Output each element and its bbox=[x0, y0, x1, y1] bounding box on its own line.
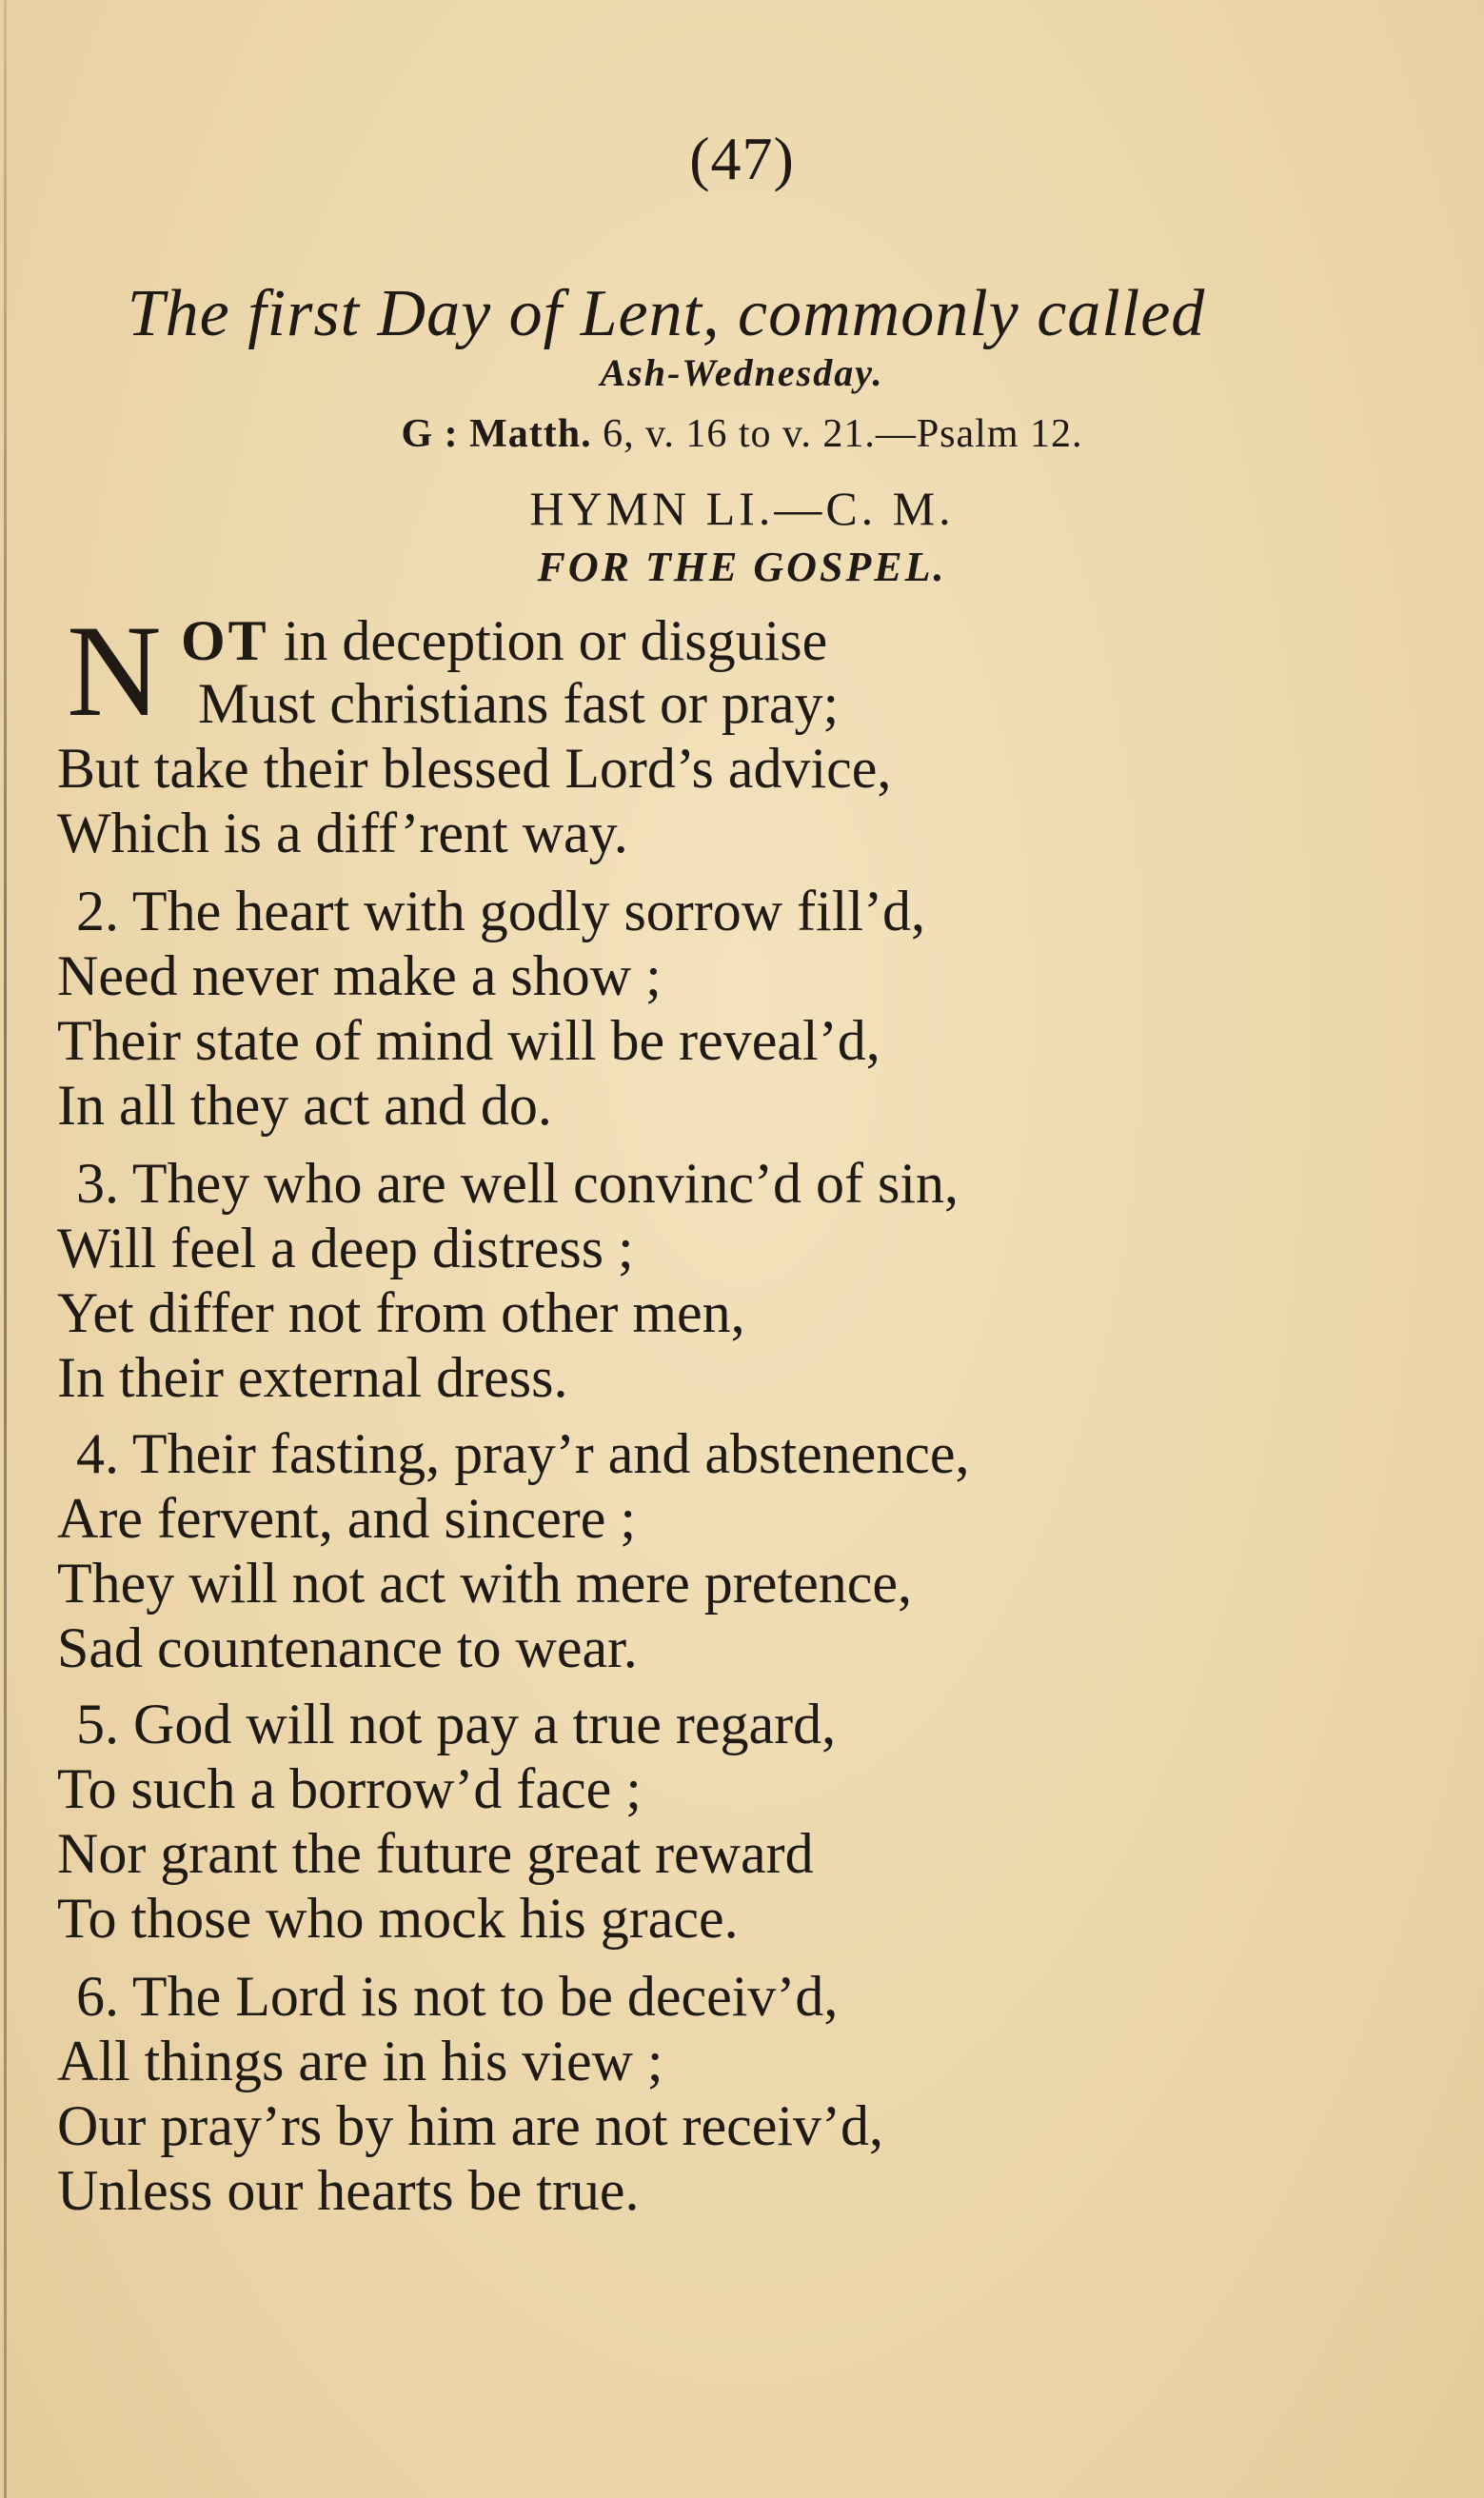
verse-line: Nor grant the future great reward bbox=[57, 1822, 814, 1885]
verse-line: Which is a diff’rent way. bbox=[57, 802, 628, 864]
verse-line: But take their blessed Lord’s advice, bbox=[57, 737, 892, 800]
verse-line: 5. God will not pay a true regard, bbox=[76, 1693, 837, 1755]
verse-line: Sad countenance to wear. bbox=[57, 1616, 638, 1679]
verse-line: 2. The heart with godly sorrow fill’d, bbox=[76, 880, 926, 942]
verse-lead-word: OT bbox=[181, 609, 269, 672]
reference-book: Matth. bbox=[469, 412, 592, 456]
verse-line-rest: in deception or disguise bbox=[268, 609, 828, 672]
verse-line: 3. They who are well convinc’d of sin, bbox=[76, 1152, 959, 1215]
reference-letter: G : bbox=[401, 412, 459, 456]
verse-line: In all they act and do. bbox=[57, 1074, 552, 1137]
verse-line: Our pray’rs by him are not receiv’d, bbox=[57, 2094, 884, 2157]
drop-cap: N bbox=[67, 598, 162, 743]
reference-passage: 6, v. 16 to v. 21.—Psalm 12. bbox=[603, 412, 1083, 456]
verse-line: All things are in his view ; bbox=[57, 2030, 663, 2092]
verse-line: Unless our hearts be true. bbox=[57, 2159, 640, 2222]
hymn-subtitle: FOR THE GOSPEL. bbox=[537, 544, 947, 590]
verse-line: To those who mock his grace. bbox=[57, 1887, 739, 1950]
verse-line: Yet differ not from other men, bbox=[57, 1281, 745, 1344]
verse-line: In their external dress. bbox=[57, 1346, 568, 1409]
verse-line: Need never make a show ; bbox=[57, 944, 662, 1007]
verse-line: Must christians fast or pray; bbox=[198, 672, 840, 735]
section-subtitle: Ash-Wednesday. bbox=[600, 351, 884, 394]
scripture-reference bbox=[0, 411, 1484, 457]
section-title: The first Day of Lent, commonly called bbox=[127, 277, 1206, 350]
page-number: (47) bbox=[689, 125, 795, 192]
verse-line: 4. Their fasting, pray’r and abstenence, bbox=[76, 1422, 970, 1485]
verse-line: They will not act with mere pretence, bbox=[57, 1552, 912, 1615]
verse-line: Will feel a deep distress ; bbox=[57, 1217, 634, 1279]
verse-line: Their state of mind will be reveal’d, bbox=[57, 1009, 881, 1072]
hymn-title: HYMN LI.—C. M. bbox=[529, 482, 955, 535]
verse-line: To such a borrow’d face ; bbox=[57, 1757, 642, 1820]
verse-line bbox=[181, 609, 828, 672]
verse-line: 6. The Lord is not to be deceiv’d, bbox=[76, 1965, 839, 2028]
verse-line: Are fervent, and sincere ; bbox=[57, 1487, 637, 1550]
